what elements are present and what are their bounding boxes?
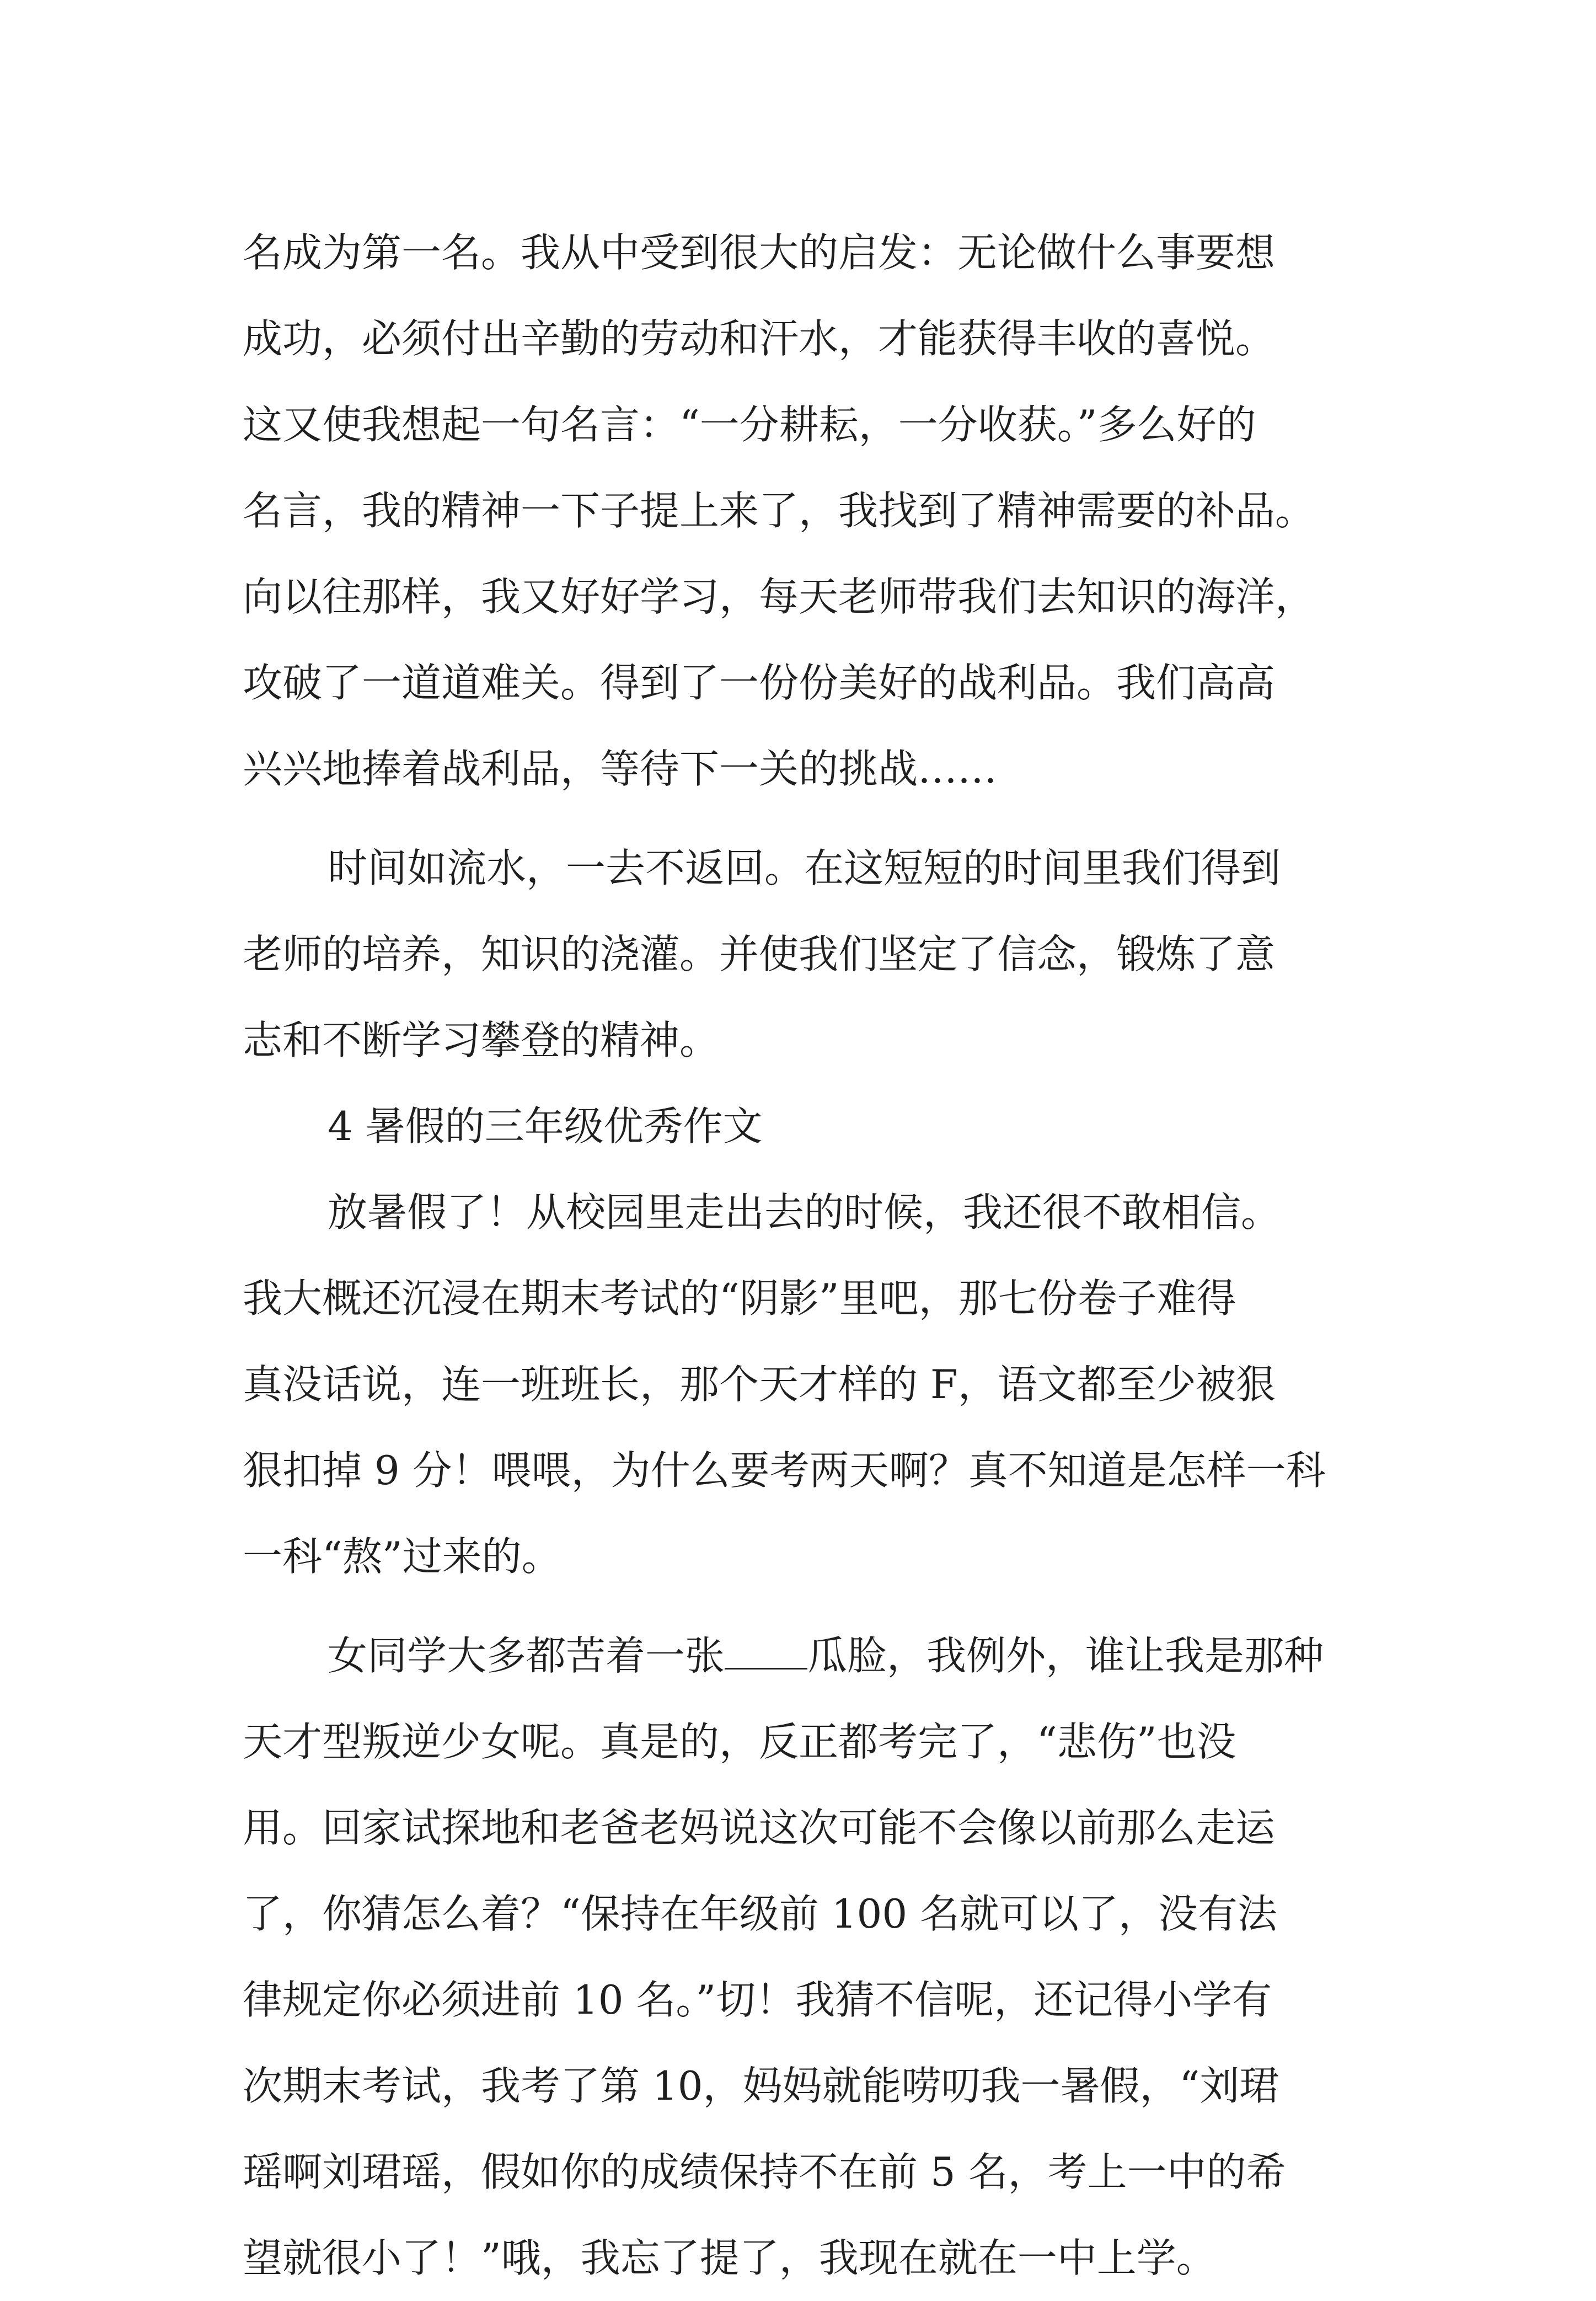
text-line [243, 1613, 1373, 1699]
document-body [243, 210, 1373, 2301]
paragraph-1 [243, 210, 1373, 812]
text-line: 攻破了一道道难关。得到了一份份美好的战利品。我们高高 [243, 660, 1276, 706]
text-line: 了，你猜怎么着？“保持在年级前 100 名就可以了，没有法 [243, 1891, 1278, 1937]
text-line: 放暑假了！从校园里走出去的时候，我还很不敢相信。 [328, 1189, 1281, 1235]
text-fragment: 女同学大多都苦着一张 [328, 1633, 725, 1679]
text-fragment: 瓜脸，我例外，谁让我是那种 [807, 1633, 1324, 1679]
text-line: 志和不断学习攀登的精神。 [243, 1017, 720, 1063]
text-line: 名言，我的精神一下子提上来了，我找到了精神需要的补品。 [243, 488, 1315, 534]
text-line: 次期末考试，我考了第 10，妈妈就能唠叨我一暑假，“刘珺 [243, 2063, 1279, 2109]
text-line: 这又使我想起一句名言：“一分耕耘，一分收获。”多么好的 [243, 402, 1256, 448]
text-line: 成功，必须付出辛勤的劳动和汗水，才能获得丰收的喜悦。 [243, 315, 1276, 362]
paragraph-4 [243, 1613, 1373, 2301]
paragraph-2 [243, 825, 1373, 1083]
text-line: 用。回家试探地和老爸老妈说这次可能不会像以前那么走运 [243, 1805, 1276, 1851]
paragraph-spacer [243, 812, 1373, 825]
text-line: 老师的培养，知识的浇灌。并使我们坚定了信念，锻炼了意 [243, 931, 1276, 977]
text-line: 律规定你必须进前 10 名。”切！我猜不信呢，还记得小学有 [243, 1977, 1272, 2023]
fill-in-blank [725, 1635, 807, 1669]
text-line: 真没话说，连一班班长，那个天才样的 F，语文都至少被狠 [243, 1361, 1276, 1408]
text-line: 兴兴地捧着战利品，等待下一关的挑战…… [243, 746, 998, 792]
text-line: 向以往那样，我又好好学习，每天老师带我们去知识的海洋， [243, 574, 1315, 620]
text-line: 瑶啊刘珺瑶，假如你的成绩保持不在前 5 名，考上一中的希 [243, 2149, 1286, 2195]
section-heading-block [243, 1083, 1373, 1169]
text-line: 时间如流水，一去不返回。在这短短的时间里我们得到 [328, 845, 1281, 891]
section-heading: 4 暑假的三年级优秀作文 [328, 1103, 763, 1149]
paragraph-3 [243, 1169, 1373, 1599]
text-line: 一科“熬”过来的。 [243, 1533, 561, 1580]
text-line: 我大概还沉浸在期末考试的“阴影”里吧，那七份卷子难得 [243, 1275, 1236, 1321]
text-line: 天才型叛逆少女呢。真是的，反正都考完了，“悲伤”也没 [243, 1719, 1236, 1765]
text-line: 名成为第一名。我从中受到很大的启发：无论做什么事要想 [243, 229, 1276, 276]
text-line: 望就很小了！”哦，我忘了提了，我现在就在一中上学。 [243, 2235, 1216, 2281]
paragraph-spacer [243, 1599, 1373, 1613]
text-line: 狠扣掉 9 分！喂喂，为什么要考两天啊？真不知道是怎样一科 [243, 1447, 1326, 1494]
